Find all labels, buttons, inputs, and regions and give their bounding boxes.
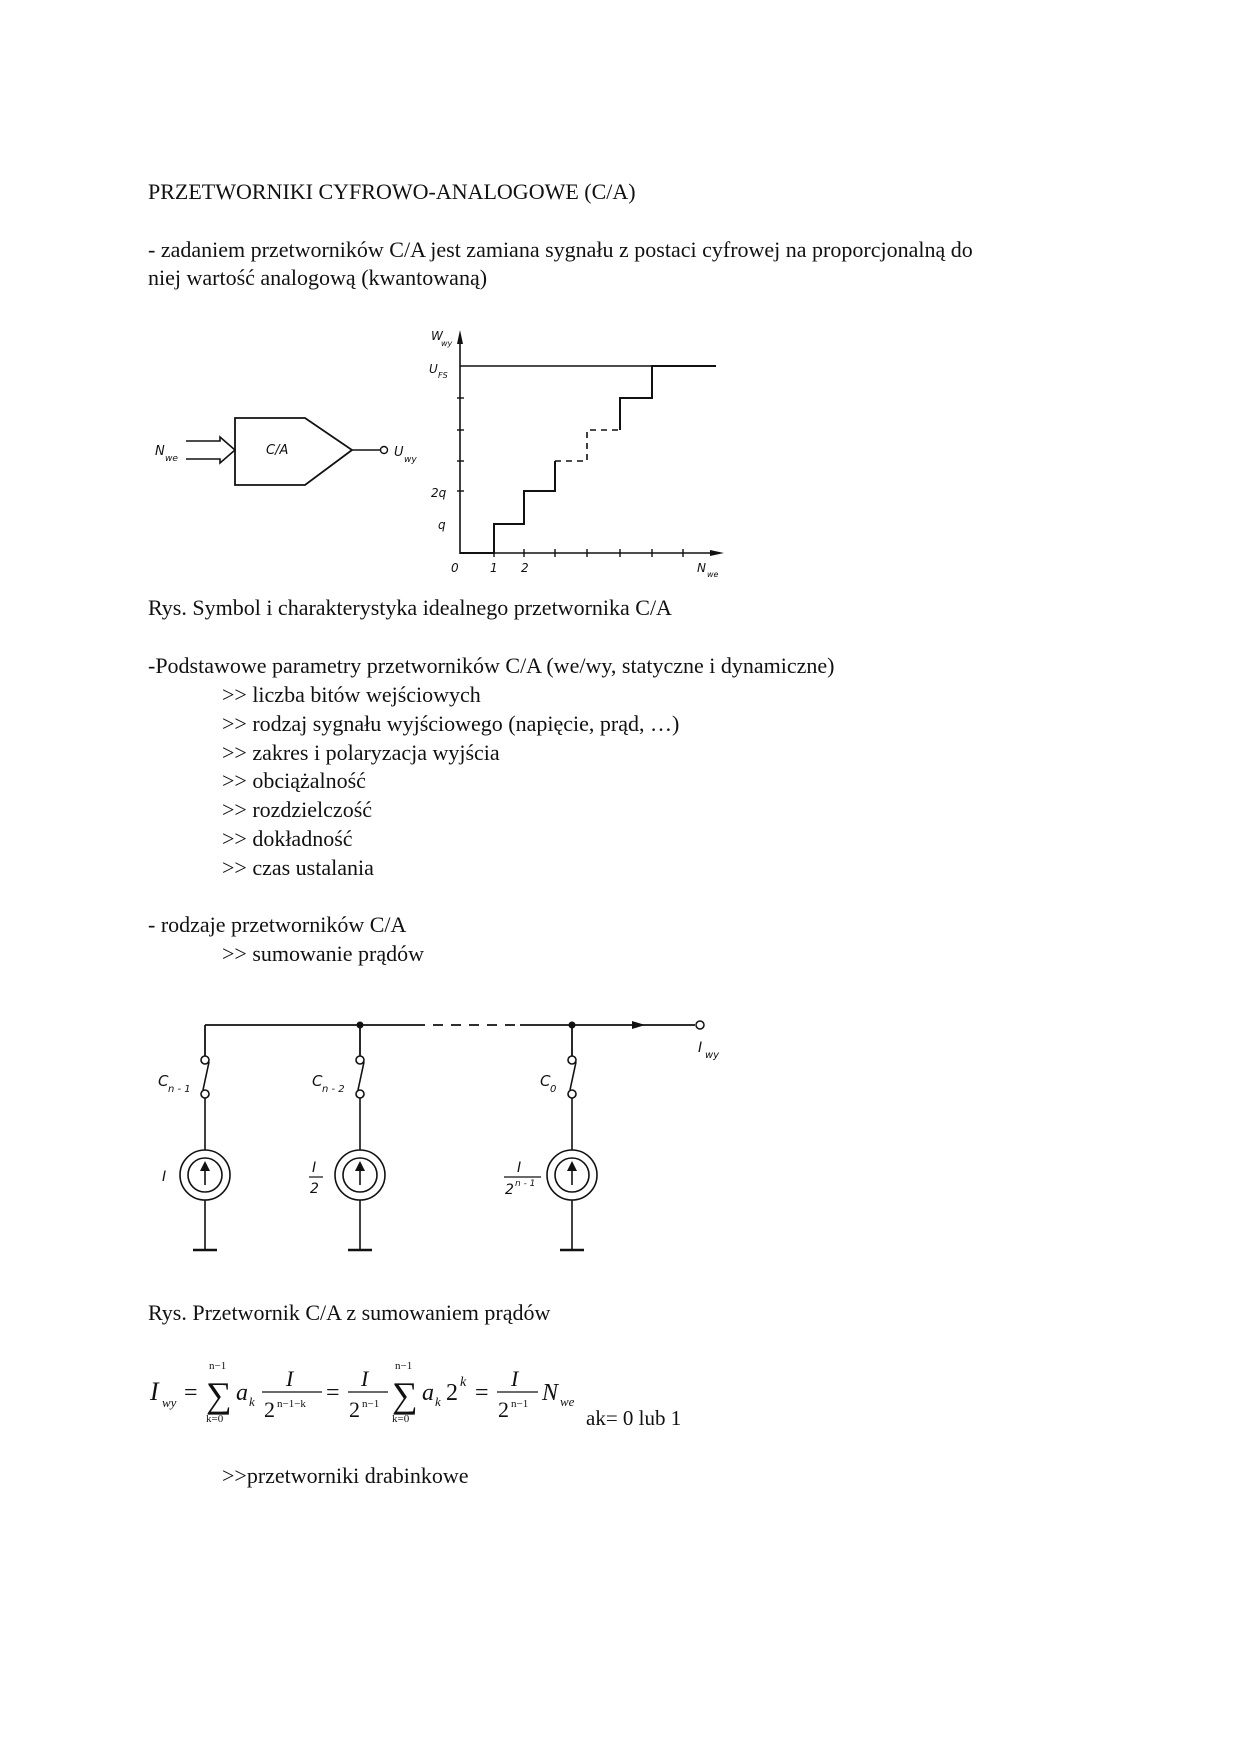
frac1-numerator: I — [286, 1366, 294, 1391]
page-title: PRZETWORNIKI CYFROWO-ANALOGOWE (C/A) — [148, 179, 636, 204]
sum-sign: ∑ — [392, 1375, 418, 1415]
arrow-up-icon — [200, 1161, 210, 1171]
source-2-numerator: I — [312, 1160, 317, 1176]
converter-block-label: C/A — [266, 443, 289, 458]
param-item: >> czas ustalania — [222, 855, 374, 880]
sum-upper-limit: n−1 — [395, 1360, 413, 1372]
switch-label-sub: 0 — [550, 1084, 557, 1095]
x-tick-0-label: 0 — [451, 561, 459, 575]
source-3-numerator: I — [517, 1160, 522, 1176]
switch-label: C — [312, 1072, 323, 1090]
param-item: >> dokładność — [222, 826, 353, 851]
frac3-denominator-exponent: n−1 — [511, 1398, 529, 1410]
y-tick-2q-label: 2q — [431, 486, 447, 500]
converter-block — [235, 418, 352, 485]
param-item: >> liczba bitów wejściowych — [222, 682, 481, 707]
source-1-label: I — [162, 1169, 167, 1185]
frac3-numerator: I — [511, 1366, 519, 1391]
source-3-denominator-exponent: n - 1 — [515, 1179, 536, 1189]
x-tick-2-label: 2 — [521, 561, 529, 575]
type-current-summing: >> sumowanie prądów — [222, 941, 424, 966]
coef-a: a — [422, 1380, 434, 1406]
frac3-denominator: 2 — [498, 1397, 509, 1422]
formula-equals: = — [475, 1380, 489, 1406]
params-heading: -Podstawowe parametry przetworników C/A (we/wy, statyczne i dynamiczne) — [148, 653, 835, 678]
intro-line-2: niej wartość analogową (kwantowaną) — [148, 265, 488, 290]
x-axis-label-sub: we — [707, 570, 719, 579]
switch-c-0 — [568, 1056, 576, 1150]
formula-N-sub: we — [560, 1394, 575, 1409]
source-2-denominator: 2 — [310, 1181, 319, 1197]
frac2-denominator-exponent: n−1 — [362, 1398, 380, 1410]
formula-lhs-sub: wy — [162, 1395, 177, 1410]
fig1-caption: Rys. Symbol i charakterystyka idealnego przetwornika C/A — [148, 595, 672, 620]
power-exponent: k — [460, 1375, 467, 1390]
dac-symbol-and-characteristic-figure — [0, 0, 1240, 600]
frac2-denominator: 2 — [349, 1397, 360, 1422]
sum-lower-limit: k=0 — [206, 1413, 224, 1425]
arrow-up-icon — [567, 1161, 577, 1171]
coef-note: ak= 0 lub 1 — [586, 1406, 682, 1430]
frac1-denominator-exponent: n−1−k — [277, 1398, 306, 1410]
output-label-sub: wy — [404, 455, 417, 465]
input-arrow — [186, 437, 235, 463]
x-axis-arrow — [710, 550, 724, 556]
y-tick-q-label: q — [438, 518, 446, 532]
x-tick-1-label: 1 — [490, 561, 498, 575]
input-label: N — [155, 444, 165, 459]
switch-label: C — [158, 1072, 169, 1090]
frac2-numerator: I — [361, 1366, 369, 1391]
output-bus — [205, 1025, 695, 1056]
switch-c-n-2 — [356, 1056, 364, 1150]
staircase-solid-upper — [620, 366, 716, 430]
x-axis-label: N — [697, 561, 706, 575]
param-item: >> rodzaj sygnału wyjściowego (napięcie, prąd, …) — [222, 711, 680, 736]
formula-equals: = — [326, 1380, 340, 1406]
param-item: >> zakres i polaryzacja wyjścia — [222, 740, 500, 765]
frac1-denominator: 2 — [264, 1397, 275, 1422]
ufs-label: U — [429, 362, 438, 376]
arrow-up-icon — [355, 1161, 365, 1171]
type-ladder: >>przetworniki drabinkowe — [222, 1463, 469, 1488]
y-axis-label-sub: wy — [441, 339, 453, 348]
y-axis-label: W — [431, 329, 443, 343]
staircase-solid-lower — [460, 461, 555, 553]
output-current-label: I — [698, 1040, 703, 1056]
types-heading: - rodzaje przetworników C/A — [148, 912, 407, 937]
param-item: >> obciążalność — [222, 768, 366, 793]
sum-sign: ∑ — [206, 1375, 232, 1415]
switch-label-sub: n - 1 — [168, 1084, 191, 1095]
output-terminal — [696, 1021, 704, 1029]
coef-a: a — [236, 1380, 248, 1406]
fig2-caption: Rys. Przetwornik C/A z sumowaniem prądów — [148, 1300, 551, 1325]
output-current-label-sub: wy — [705, 1050, 720, 1061]
formula-equals: = — [184, 1380, 198, 1406]
y-axis-arrow — [457, 330, 463, 344]
staircase-dashed — [555, 430, 620, 461]
current-direction-arrow — [632, 1021, 645, 1029]
coef-a-sub: k — [435, 1394, 441, 1409]
output-terminal — [381, 447, 388, 454]
formula-N: N — [542, 1380, 559, 1406]
source-3-denominator: 2 — [505, 1182, 514, 1198]
formula-lhs: I — [150, 1377, 159, 1406]
power-base: 2 — [446, 1380, 458, 1406]
sum-upper-limit: n−1 — [209, 1360, 227, 1372]
switch-label: C — [540, 1072, 551, 1090]
switch-c-n-1 — [201, 1056, 209, 1150]
switch-label-sub: n - 2 — [322, 1084, 345, 1095]
sum-lower-limit: k=0 — [392, 1413, 410, 1425]
coef-a-sub: k — [249, 1394, 255, 1409]
ufs-label-sub: FS — [438, 371, 448, 380]
param-item: >> rozdzielczość — [222, 797, 373, 822]
current-summing-dac-figure — [0, 990, 1240, 1290]
output-label: U — [394, 445, 404, 460]
input-label-sub: we — [165, 454, 178, 464]
intro-line-1: - zadaniem przetworników C/A jest zamiana sygnału z postaci cyfrowej na proporcjonalną do — [148, 237, 973, 262]
